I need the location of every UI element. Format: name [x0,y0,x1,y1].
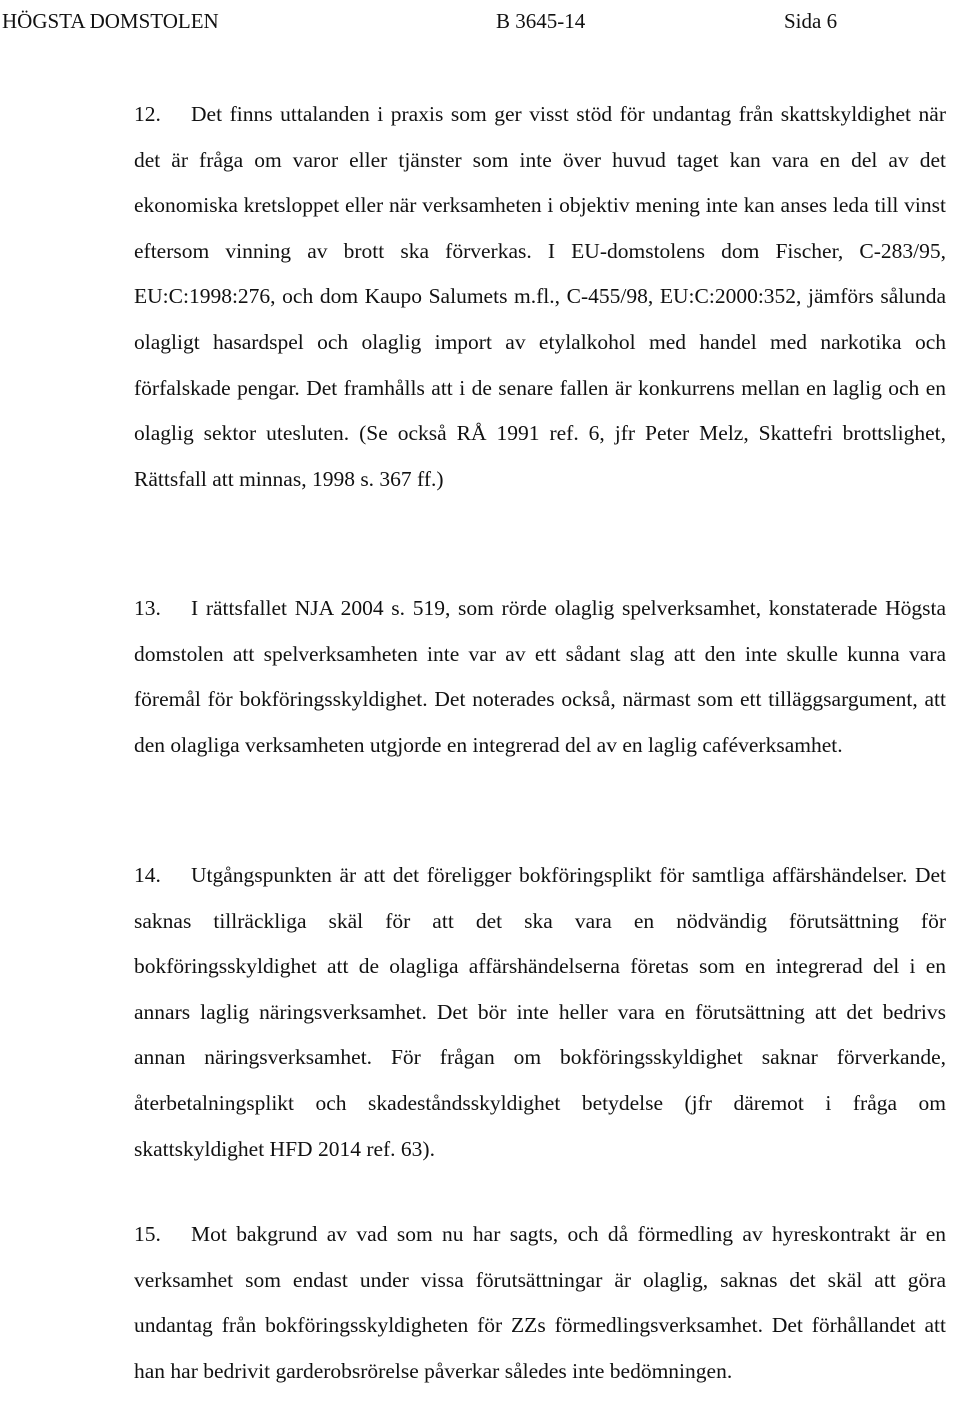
paragraph-14 [134,853,946,1172]
paragraph-15 [134,1212,946,1394]
paragraph-text: Mot bakgrund av vad som nu har sagts, och då förmedling av hyreskontrakt är en verksamhet som endast under vissa förutsättningar är olaglig, saknas det skäl att göra undantag från bokföringsskyldigheten för ZZs förmedlingsverksamhet. Det förhållandet att han har bedrivit garderobsrörelse påverkar således inte bedömningen. [134,1222,946,1383]
case-number: B 3645-14 [496,9,586,33]
page-header [0,4,960,38]
paragraph-12 [134,92,946,502]
court-name: HÖGSTA DOMSTOLEN [2,9,219,33]
paragraph-text: Utgångspunkten är att det föreligger bokföringsplikt för samtliga affärshändelser. Det saknas tillräckliga skäl för att det ska vara en nödvändig förutsättning för bokföringsskyldighet att de olagliga affärshändelserna företas som en integrerad del i en annars laglig näringsverksamhet. Det bör inte heller vara en förutsättning att det bedrivs annan näringsverksamhet. För frågan om bokföringsskyldighet saknar förverkande, återbetalningsplikt och skadeståndsskyldighet betydelse (jfr däremot i fråga om skattskyldighet HFD 2014 ref. 63). [134,863,946,1161]
paragraph-13 [134,586,946,768]
paragraph-text: I rättsfallet NJA 2004 s. 519, som rörde olaglig spelverksamhet, konstaterade Högsta domstolen att spelverksamheten inte var av ett sådant slag att den inte skulle kunna vara föremål för bokföringsskyldighet. Det noterades också, närmast som ett tilläggsargument, att den olagliga verksamheten utgjorde en integrerad del av en laglig caféverksamhet. [134,596,946,757]
paragraph-number: 13. [134,596,161,620]
paragraph-number: 12. [134,102,161,126]
paragraph-text: Det finns uttalanden i praxis som ger visst stöd för undantag från skattskyldighet när det är fråga om varor eller tjänster som inte över huvud taget kan vara en del av det ekonomiska kretsloppet eller när verksamheten i objektiv mening inte kan anses leda till vinst eftersom vinning av brott ska förverkas. I EU-domstolens dom Fischer, C-283/95, EU:C:1998:276, och dom Kaupo Salumets m.fl., C-455/98, EU:C:2000:352, jämförs sålunda olagligt hasardspel och olaglig import av etylalkohol med handel med narkotika och förfalskade pengar. Det framhålls att i de senare fallen är konkurrens mellan en laglig och en olaglig sektor utesluten. (Se också RÅ 1991 ref. 6, jfr Peter Melz, Skattefri brottslighet, Rättsfall att minnas, 1998 s. 367 ff.) [134,102,946,491]
paragraph-number: 15. [134,1222,161,1246]
paragraph-number: 14. [134,863,161,887]
page-number: Sida 6 [784,9,838,33]
